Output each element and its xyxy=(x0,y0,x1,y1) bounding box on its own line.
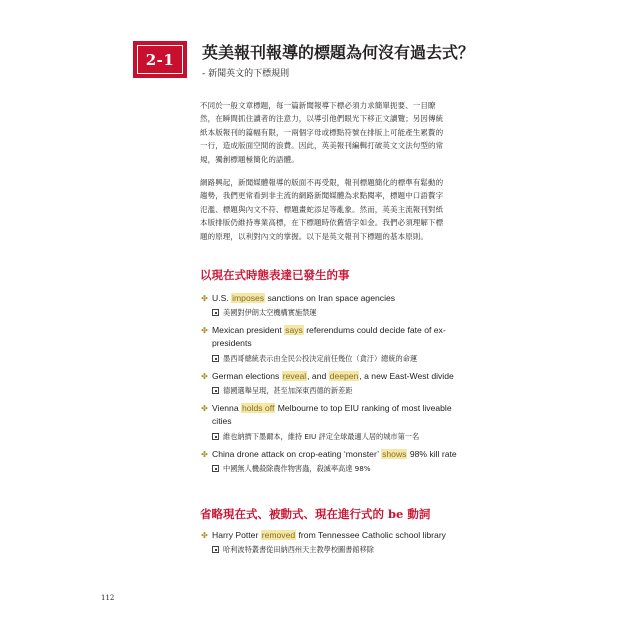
headline-text: presidents xyxy=(212,338,252,348)
badge-frame xyxy=(137,45,183,74)
paragraph-line: 然，在瞬間抓住讀者的注意力，以導引他們眼光下移正文讀覽；另因傳統 xyxy=(200,114,444,124)
diamond-bullet-icon: ✤ xyxy=(201,326,208,335)
chinese-translation xyxy=(212,354,417,364)
highlighted-verb: holds off xyxy=(242,403,275,413)
translation-text: 美國對伊朗太空機構實施禁運 xyxy=(223,308,317,317)
section-number: 2-1 xyxy=(145,50,175,69)
headline-line xyxy=(212,324,502,337)
intro-paragraph-1 xyxy=(200,99,500,166)
headline-line xyxy=(212,415,502,428)
paragraph-line: 紙本版報刊的篇幅有限，一兩個字母或標點符號在排版上可能產生累贅的 xyxy=(200,127,444,137)
paragraph-line: 題的原理，以利對內文的掌握。以下是英文報刊下標題的基本原則。 xyxy=(200,231,428,241)
chinese-translation xyxy=(212,432,419,442)
headline-text: sanctions on Iran space agencies xyxy=(265,293,396,303)
english-headline xyxy=(212,370,502,383)
english-headline xyxy=(212,529,502,542)
headline-text: Melbourne to top EIU ranking of most liveable xyxy=(275,403,452,413)
diamond-bullet-icon: ✤ xyxy=(201,450,208,459)
headline-text: cities xyxy=(212,416,232,426)
headline-text: Vienna xyxy=(212,403,241,413)
headline-text: , a new East-West divide xyxy=(359,371,454,381)
headline-text: from Tennessee Catholic school library xyxy=(296,530,446,540)
diamond-bullet-icon: ✤ xyxy=(201,404,208,413)
translation-text: 德國選舉呈現，甚至加深東西德的新差距 xyxy=(223,386,353,395)
headline-text: Mexican president xyxy=(212,325,285,335)
headline-line xyxy=(212,448,502,461)
intro-paragraph-2 xyxy=(200,176,500,243)
section-heading-present-tense: 以現在式時態表達已發生的事 xyxy=(200,268,350,282)
headline-text: Harry Potter xyxy=(212,530,261,540)
headline-text: referendums could decide fate of ex- xyxy=(303,325,446,335)
page-number: 112 xyxy=(101,594,115,602)
translation-box-icon xyxy=(212,387,219,394)
translation-box-icon xyxy=(212,465,219,472)
translation-text: 哈利波特叢書從田納西州天主教學校圖書館移除 xyxy=(223,545,374,554)
highlighted-verb: shows xyxy=(382,449,407,459)
english-headline xyxy=(212,448,502,461)
english-headline xyxy=(212,402,502,428)
section-number-badge xyxy=(133,41,187,78)
headline-line xyxy=(212,337,502,350)
headline-line xyxy=(212,529,502,542)
diamond-bullet-icon: ✤ xyxy=(201,372,208,381)
section-heading-omit-be: 省略現在式、被動式、現在進行式的 be 動詞 xyxy=(200,507,431,521)
headline-text: 98% kill rate xyxy=(407,449,457,459)
headline-text: , and xyxy=(307,371,329,381)
english-headline xyxy=(212,324,502,350)
paragraph-line: 趨勢，我們更常看到非主流的網路新聞媒體為求點閱率，標題中口語贅字 xyxy=(200,191,444,201)
highlighted-verb: deepen xyxy=(329,371,359,381)
page-subtitle: - 新聞英文的下標規則 xyxy=(202,69,290,79)
translation-box-icon xyxy=(212,433,219,440)
paragraph-line: 不同於一般文章標題，每一篇新聞報導下標必須力求簡單扼要、一目瞭 xyxy=(200,101,436,110)
headline-line xyxy=(212,402,502,415)
translation-box-icon xyxy=(212,309,219,316)
translation-text: 維也納擠下墨爾本，維持 EIU 評定全球最適人居的城市第一名 xyxy=(223,432,420,441)
chinese-translation xyxy=(212,464,371,474)
headline-text: China drone attack on crop-eating ‘monster’ xyxy=(212,449,382,459)
translation-box-icon xyxy=(212,355,219,362)
headline-text: U.S. xyxy=(212,293,232,303)
highlighted-verb: reveal xyxy=(282,371,307,381)
highlighted-verb: imposes xyxy=(232,293,265,303)
chinese-translation xyxy=(212,308,316,318)
translation-box-icon xyxy=(212,546,219,553)
translation-text: 墨西哥總統表示由全民公投決定前任幾位（貪汙）總統的命運 xyxy=(223,354,418,363)
paragraph-line: 網路興起，新聞媒體報導的版面不再受限，報刊標題簡化的標準有鬆動的 xyxy=(200,178,444,187)
diamond-bullet-icon: ✤ xyxy=(201,294,208,303)
diamond-bullet-icon: ✤ xyxy=(201,531,208,540)
paragraph-line: 氾濫、標題與內文不符、標題畫蛇添足等亂象。然而，英美主流報刊對紙 xyxy=(200,204,444,214)
english-headline xyxy=(212,292,502,305)
highlighted-verb: removed xyxy=(261,530,296,540)
chinese-translation xyxy=(212,545,374,555)
translation-text: 中國無人機殺除農作物害蟲，殺滅率高達 98% xyxy=(223,464,371,473)
headline-line xyxy=(212,370,502,383)
headline-line xyxy=(212,292,502,305)
page-title: 英美報刊報導的標題為何沒有過去式？ xyxy=(202,43,475,62)
paragraph-line: 一行，造成版面空間的浪費。因此，英美報刊編輯打破英文文法句型的常 xyxy=(200,141,444,151)
highlighted-verb: says xyxy=(285,325,303,335)
paragraph-line: 本版排版仍維持專業高標，在下標題時依舊惜字如金。我們必須理解下標 xyxy=(200,218,444,228)
chinese-translation xyxy=(212,386,352,396)
headline-text: German elections xyxy=(212,371,282,381)
paragraph-line: 規，獨創標題極簡化的語體。 xyxy=(200,154,299,164)
